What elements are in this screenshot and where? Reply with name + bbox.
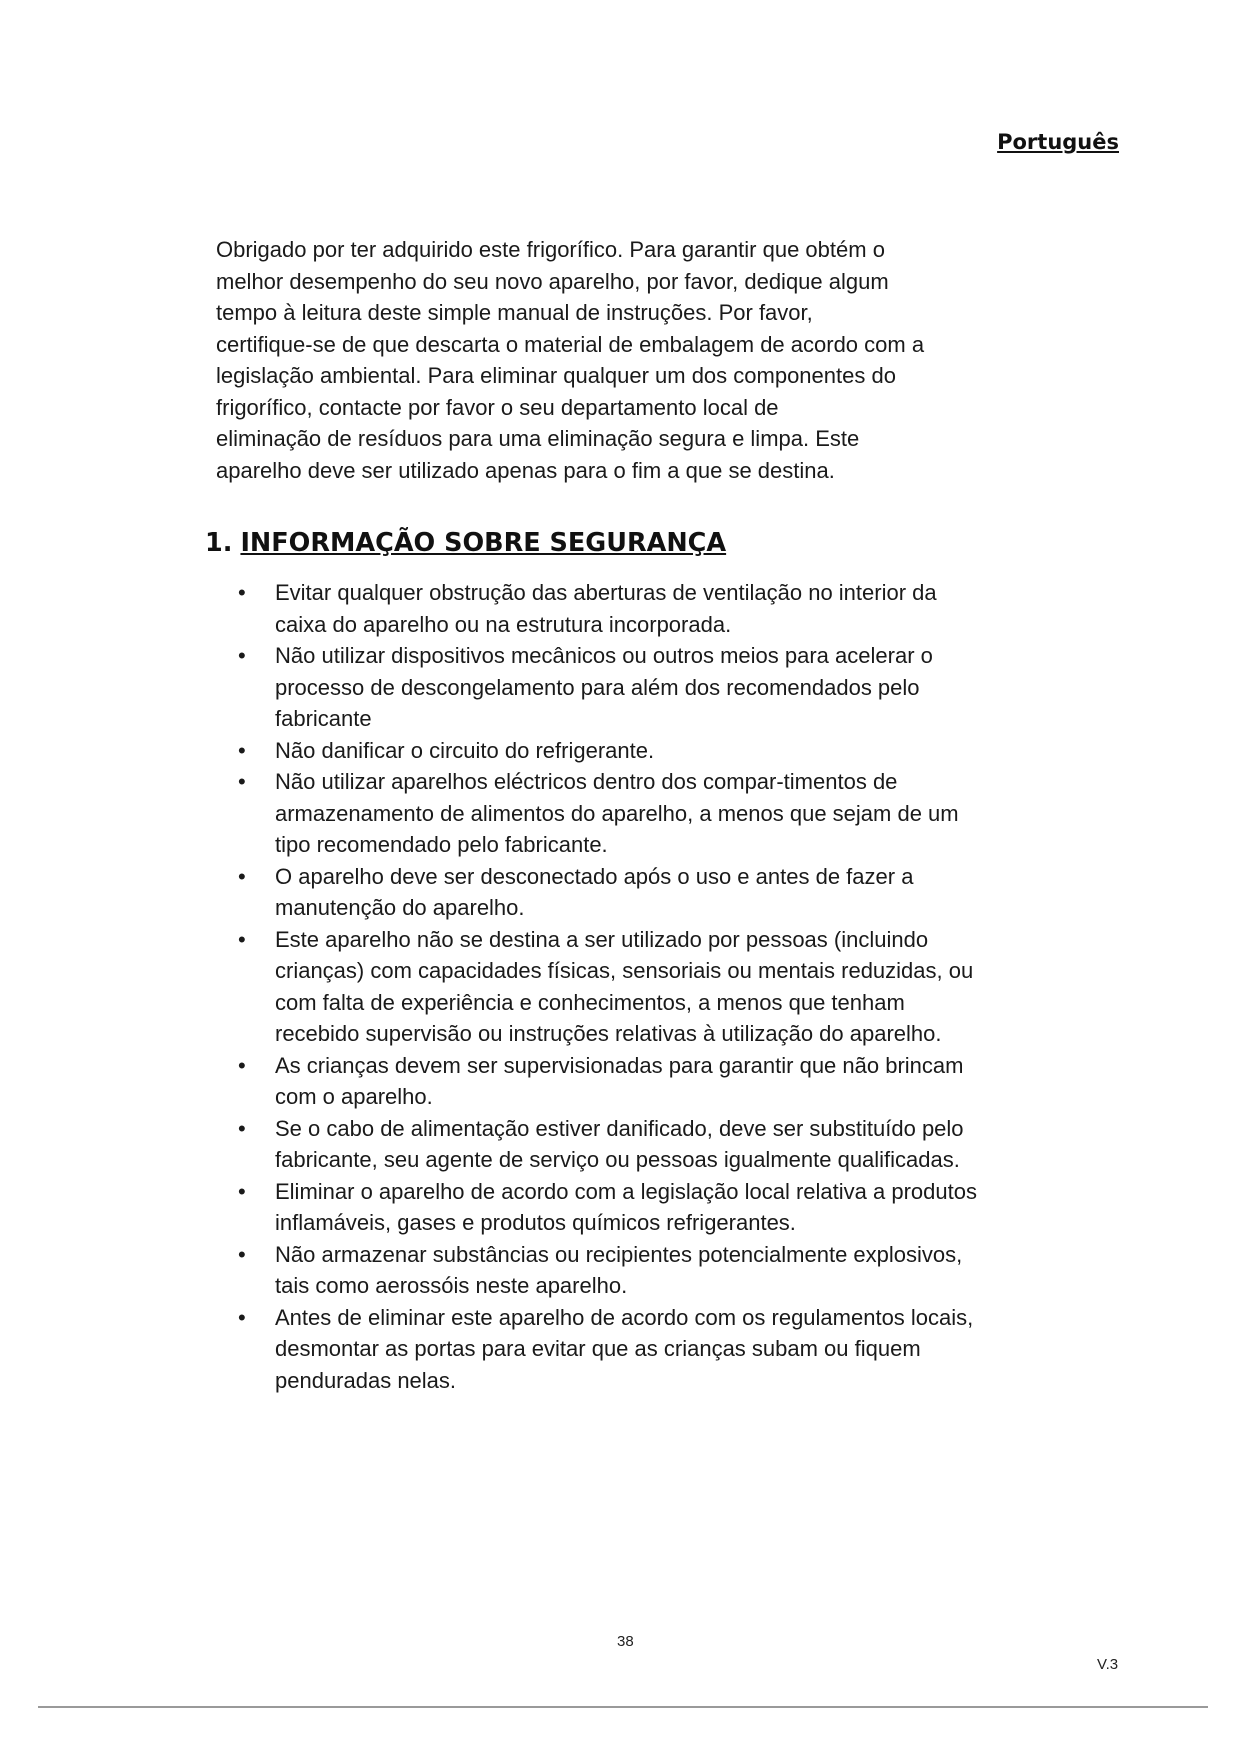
section-heading bbox=[205, 528, 726, 558]
list-item-line: penduradas nelas. bbox=[275, 1367, 457, 1393]
list-item bbox=[230, 1050, 1080, 1113]
footer-divider bbox=[38, 1706, 1208, 1708]
list-item-line: recebido supervisão ou instruções relativas à utilização do aparelho. bbox=[275, 1021, 942, 1046]
version-label: V.3 bbox=[1097, 1656, 1119, 1673]
page-number: 38 bbox=[617, 1633, 634, 1650]
intro-line: aparelho deve ser utilizado apenas para o fim a que se destina. bbox=[216, 457, 835, 483]
intro-paragraph bbox=[216, 234, 1046, 486]
list-item-line: inflamáveis, gases e produtos químicos refrigerantes. bbox=[275, 1210, 796, 1235]
list-item-line: • As crianças devem ser supervisionadas para garantir que não brincam bbox=[275, 1052, 964, 1078]
intro-line: tempo à leitura deste simple manual de instruções. Por favor, bbox=[216, 300, 813, 325]
section-number: 1. bbox=[205, 528, 233, 558]
list-item bbox=[230, 1302, 1080, 1397]
list-item-line: processo de descongelamento para além dos recomendados pelo bbox=[275, 674, 920, 700]
list-item-line: tais como aerossóis neste aparelho. bbox=[275, 1273, 628, 1298]
intro-line: certifique-se de que descarta o material de embalagem de acordo com a bbox=[216, 331, 925, 357]
list-item-line: • Se o cabo de alimentação estiver danificado, deve ser substituído pelo bbox=[275, 1115, 964, 1141]
list-item-line: crianças) com capacidades físicas, sensoriais ou mentais reduzidas, ou bbox=[275, 958, 974, 983]
list-item bbox=[230, 924, 1080, 1050]
list-item bbox=[230, 861, 1080, 924]
list-item-line: • Não utilizar aparelhos eléctricos dentro dos compar-timentos de bbox=[275, 769, 898, 794]
list-item-line: • Este aparelho não se destina a ser utilizado por pessoas (incluindo bbox=[275, 926, 929, 952]
list-item-line: com o aparelho. bbox=[275, 1084, 433, 1109]
list-item-line: fabricante bbox=[275, 706, 372, 731]
intro-line: melhor desempenho do seu novo aparelho, por favor, dedique algum bbox=[216, 268, 889, 294]
list-item-line: • O aparelho deve ser desconectado após o uso e antes de fazer a bbox=[275, 863, 914, 889]
list-item-line: armazenamento de alimentos do aparelho, a menos que sejam de um bbox=[275, 800, 959, 826]
list-item-line: • Antes de eliminar este aparelho de acordo com os regulamentos locais, bbox=[275, 1304, 974, 1330]
list-item bbox=[230, 1176, 1080, 1239]
language-label: Português bbox=[997, 130, 1119, 154]
list-item-line: • Não armazenar substâncias ou recipientes potencialmente explosivos, bbox=[275, 1241, 963, 1267]
list-item-line: caixa do aparelho ou na estrutura incorporada. bbox=[275, 611, 732, 637]
list-item-line: desmontar as portas para evitar que as crianças subam ou fiquem bbox=[275, 1336, 921, 1361]
list-item-line: • Eliminar o aparelho de acordo com a legislação local relativa a produtos bbox=[275, 1178, 977, 1204]
list-item bbox=[230, 640, 1080, 735]
list-item-line: • Não utilizar dispositivos mecânicos ou outros meios para acelerar o bbox=[275, 643, 933, 668]
intro-line: Obrigado por ter adquirido este frigorífico. Para garantir que obtém o bbox=[216, 237, 885, 262]
list-item-line: manutenção do aparelho. bbox=[275, 895, 525, 920]
intro-line: eliminação de resíduos para uma eliminação segura e limpa. Este bbox=[216, 426, 860, 451]
list-item-line: • Não danificar o circuito do refrigerante. bbox=[275, 737, 655, 763]
list-item bbox=[230, 1239, 1080, 1302]
intro-line: legislação ambiental. Para eliminar qualquer um dos componentes do bbox=[216, 363, 896, 388]
list-item-line: com falta de experiência e conhecimentos, a menos que tenham bbox=[275, 989, 905, 1015]
section-title: INFORMAÇÃO SOBRE SEGURANÇA bbox=[240, 528, 727, 558]
intro-line: frigorífico, contacte por favor o seu departamento local de bbox=[216, 394, 779, 420]
list-item bbox=[230, 735, 1080, 767]
safety-list bbox=[230, 577, 1080, 1396]
list-item bbox=[230, 1113, 1080, 1176]
list-item bbox=[230, 766, 1080, 861]
list-item-line: • Evitar qualquer obstrução das aberturas de ventilação no interior da bbox=[275, 580, 937, 605]
list-item-line: fabricante, seu agente de serviço ou pessoas igualmente qualificadas. bbox=[275, 1147, 960, 1172]
list-item-line: tipo recomendado pelo fabricante. bbox=[275, 832, 608, 857]
list-item bbox=[230, 577, 1080, 640]
